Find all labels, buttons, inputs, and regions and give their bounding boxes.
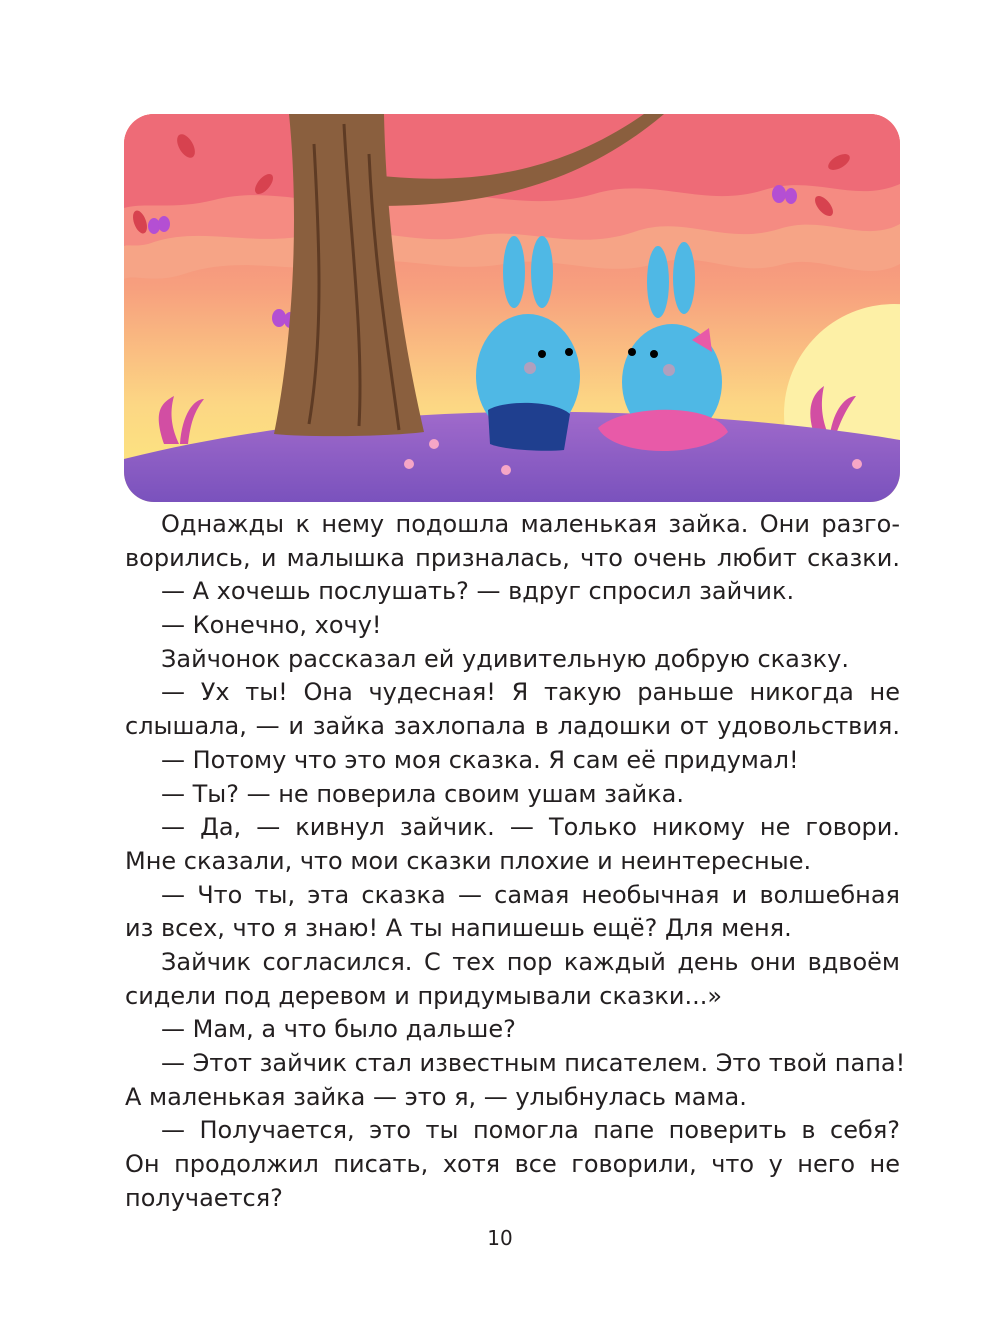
text-line: Он продолжил писать, хотя все говорили, что у него не: [125, 1150, 900, 1179]
text-line: — Этот зайчик стал известным писателем. Это твой папа!: [161, 1049, 906, 1077]
text-line: Зайчик согласился. С тех пор каждый день они вдвоём: [161, 947, 900, 976]
text-line: Мне сказали, что мои сказки плохие и неинтересные.: [125, 846, 812, 875]
text-line: — Ты? — не поверила своим ушам зайка.: [161, 779, 684, 808]
text-line: — Получается, это ты помогла папе поверить в себя?: [161, 1116, 900, 1145]
text-line: из всех, что я знаю! А ты напишешь ещё? Для меня.: [125, 914, 792, 943]
text-line: — Конечно, хочу!: [161, 611, 382, 640]
text-line: — Потому что это моя сказка. Я сам её придумал!: [161, 745, 799, 774]
text-line: — Ух ты! Она чудесная! Я такую раньше никогда не: [161, 678, 900, 707]
text-line: — Мам, а что было дальше?: [161, 1015, 516, 1044]
text-line: сидели под деревом и придумывали сказки...»: [125, 981, 723, 1010]
text-line: Однажды к нему подошла маленькая зайка. Они разго-: [161, 510, 900, 538]
story-illustration: [124, 114, 900, 502]
text-line: — Что ты, эта сказка — самая необычная и волшебная: [161, 880, 900, 909]
text-line: ворились, и малышка призналась, что очень любит сказки.: [125, 543, 900, 572]
text-line: Зайчонок рассказал ей удивительную добрую сказку.: [161, 644, 849, 673]
story-text: [125, 508, 906, 1215]
text-line: — Да, — кивнул зайчик. — Только никому не говори.: [161, 813, 900, 842]
text-line: — А хочешь послушать? — вдруг спросил зайчик.: [161, 577, 795, 606]
text-line: получается?: [125, 1183, 283, 1212]
text-line: А маленькая зайка — это я, — улыбнулась мама.: [125, 1082, 747, 1111]
page-number: 10: [487, 1226, 513, 1250]
text-line: слышала, — и зайка захлопала в ладошки от удовольствия.: [125, 712, 900, 741]
